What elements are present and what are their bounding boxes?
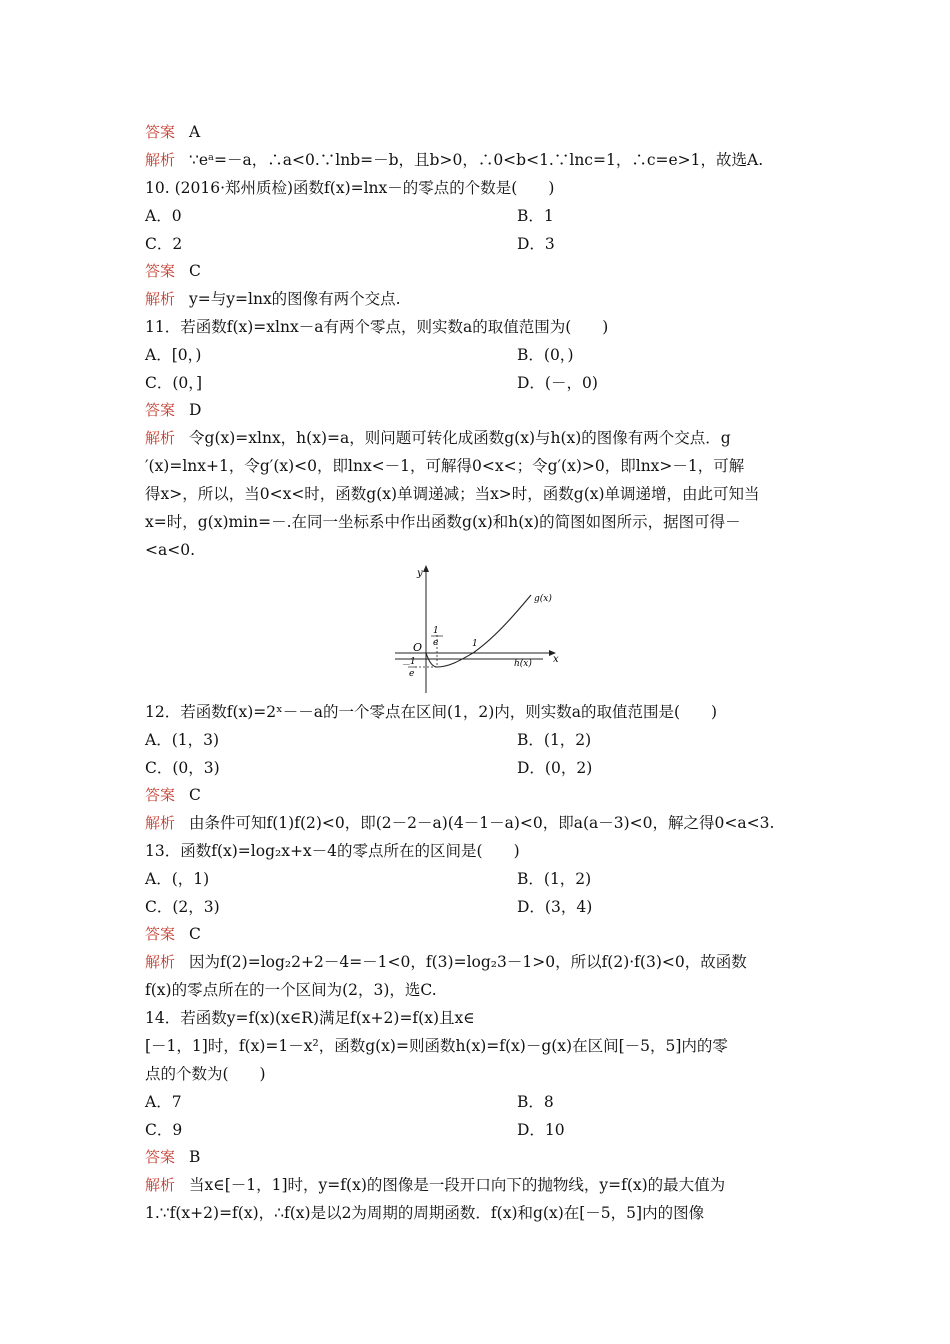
g-label: g(x) [534, 594, 552, 604]
option-d: D．(3，4) [517, 898, 593, 916]
y-axis-arrow-icon [423, 565, 429, 572]
option-a: A．[0，) [145, 346, 202, 364]
analysis-text: y=与y=lnx的图像有两个交点. [189, 290, 401, 308]
option-d: D．(－，0) [517, 374, 598, 392]
analysis-text: 当x∈[－1，1]时，y=f(x)的图像是一段开口向下的抛物线，y=f(x)的最大值为 [189, 1176, 726, 1194]
function-graph-figure [393, 565, 563, 695]
option-c: C．2 [145, 235, 183, 253]
analysis-text: 1.∵f(x+2)=f(x)，∴f(x)是以2为周期的周期函数．f(x)和g(x)在[－5，5]内的图像 [145, 1204, 705, 1222]
analysis-key: 解析 [145, 290, 176, 308]
answer-key: 答案 [145, 401, 176, 419]
analysis-line [145, 813, 810, 833]
analysis-key: 解析 [145, 429, 176, 447]
answer-value: A [189, 123, 201, 141]
neg-sign: － [401, 661, 411, 671]
question-stem: 11．若函数f(x)=xlnx－a有两个零点，则实数a的取值范围为( ) [145, 318, 609, 336]
tick-one: 1 [472, 639, 478, 649]
analysis-text: <a<0. [145, 541, 196, 559]
option-a: A．(，1) [145, 870, 210, 888]
option-c: C．9 [145, 1121, 183, 1139]
option-c: C．(0，] [145, 374, 203, 392]
answer-line [145, 1147, 810, 1167]
option-c: C．(2，3) [145, 898, 220, 916]
option-c: C．(0，3) [145, 759, 220, 777]
question-stem: 10. (2016·郑州质检)函数f(x)=lnx－的零点的个数是( ) [145, 179, 555, 197]
analysis-key: 解析 [145, 151, 176, 169]
question-stem: 点的个数为( ) [145, 1065, 266, 1083]
x-label: x [553, 654, 559, 665]
question-stem: 14．若函数y=f(x)(x∈R)满足f(x+2)=f(x)且x∈ [145, 1009, 475, 1027]
tick-1e-num: 1 [433, 626, 439, 636]
y-label: y [417, 568, 423, 579]
answer-key: 答案 [145, 786, 176, 804]
answer-key: 答案 [145, 123, 176, 141]
analysis-text: 得x>，所以，当0<x<时，函数g(x)单调递减；当x>时，函数g(x)单调递增，由此可知当 [145, 485, 760, 503]
analysis-text: f(x)的零点所在的一个区间为(2，3)，选C. [145, 981, 437, 999]
question-stem: [－1，1]时，f(x)=1－x²，函数g(x)=则函数h(x)=f(x)－g(x)在区间[－5，5]内的零 [145, 1037, 728, 1055]
answer-key: 答案 [145, 1148, 176, 1166]
option-b: B．(0，) [517, 346, 574, 364]
h-label: h(x) [514, 659, 532, 669]
answer-line [145, 785, 810, 805]
answer-value: C [189, 262, 201, 280]
option-a: A．7 [145, 1093, 182, 1111]
g-curve [426, 595, 531, 667]
analysis-text: ∵eᵃ=－a，∴a<0.∵lnb=－b，且b>0，∴0<b<1.∵lnc=1，∴c=e>1，故选A. [189, 151, 764, 169]
answer-key: 答案 [145, 262, 176, 280]
neg-1e-num: 1 [410, 657, 416, 667]
option-b: B．8 [517, 1093, 554, 1111]
option-d: D．10 [517, 1121, 565, 1139]
analysis-line [145, 1175, 810, 1195]
option-b: B．(1，2) [517, 731, 592, 749]
answer-value: B [189, 1148, 201, 1166]
analysis-key: 解析 [145, 814, 176, 832]
answer-key: 答案 [145, 925, 176, 943]
option-d: D．3 [517, 235, 555, 253]
analysis-text: ′(x)=lnx+1，令g′(x)<0，即lnx<－1，可解得0<x<；令g′(x)>0，即lnx>－1，可解 [145, 457, 745, 475]
neg-1e-den: e [409, 669, 415, 679]
analysis-line [145, 952, 810, 972]
analysis-key: 解析 [145, 1176, 176, 1194]
analysis-text: 由条件可知f(1)f(2)<0，即(2－2－a)(4－1－a)<0，即a(a－3)<0，解之得0<a<3. [189, 814, 775, 832]
analysis-text: 令g(x)=xlnx，h(x)=a，则问题可转化成函数g(x)与h(x)的图像有两个交点．g [189, 429, 731, 447]
answer-value: C [189, 786, 201, 804]
answer-line [145, 924, 810, 944]
analysis-line [145, 289, 810, 309]
analysis-key: 解析 [145, 953, 176, 971]
option-d: D．(0，2) [517, 759, 593, 777]
answer-value: C [189, 925, 201, 943]
question-stem: 13．函数f(x)=log₂x+x－4的零点所在的区间是( ) [145, 842, 520, 860]
answer-line [145, 261, 810, 281]
answer-value: D [189, 401, 202, 419]
option-b: B．1 [517, 207, 554, 225]
origin-label: O [413, 641, 423, 654]
tick-1e-den: e [433, 638, 439, 648]
analysis-line [145, 428, 810, 448]
answer-line [145, 400, 810, 420]
question-stem: 12．若函数f(x)=2ˣ－－a的一个零点在区间(1，2)内，则实数a的取值范围是( ) [145, 703, 718, 721]
option-a: A．(1，3) [145, 731, 220, 749]
option-a: A．0 [145, 207, 182, 225]
analysis-text: 因为f(2)=log₂2+2－4=－1<0，f(3)=log₂3－1>0，所以f(2)·f(3)<0，故函数 [189, 953, 747, 971]
analysis-line [145, 150, 810, 170]
option-b: B．(1，2) [517, 870, 592, 888]
analysis-text: x=时，g(x)min=－.在同一坐标系中作出函数g(x)和h(x)的简图如图所示，据图可得－ [145, 513, 741, 531]
answer-line [145, 122, 810, 142]
